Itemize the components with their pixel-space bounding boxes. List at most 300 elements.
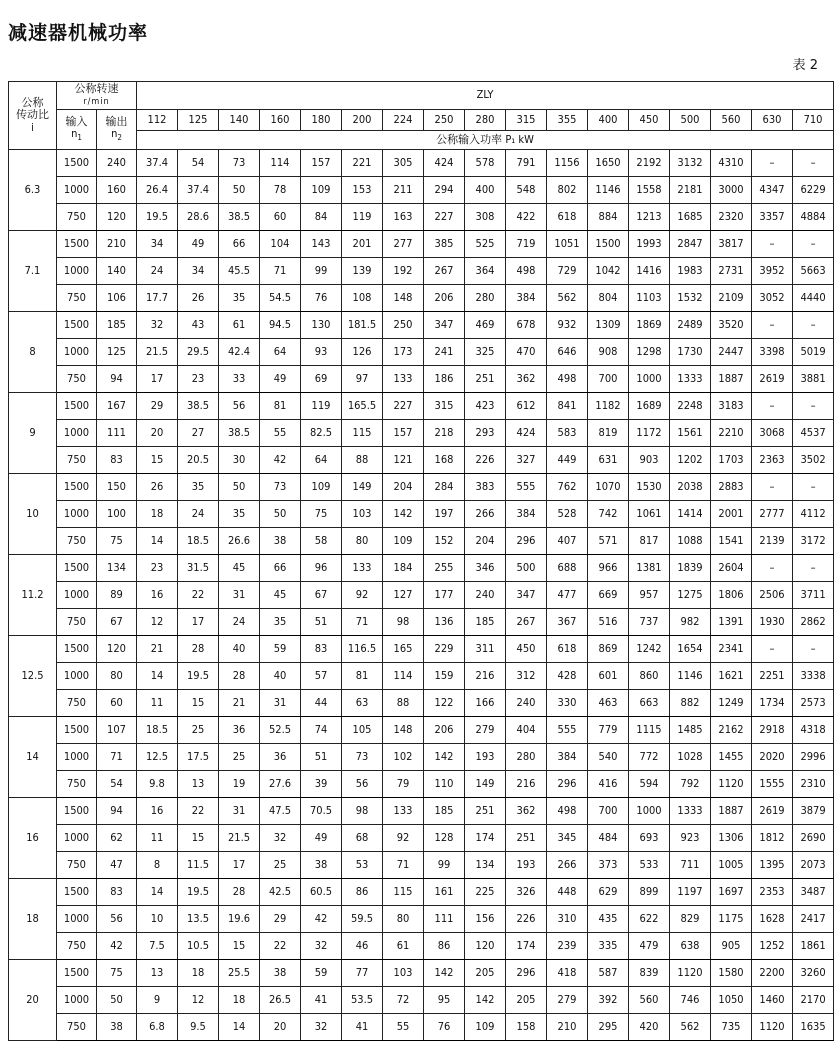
power-cell: 1685	[670, 204, 711, 231]
input-speed-cell: 1500	[57, 231, 97, 258]
output-speed-symbol: n	[111, 127, 118, 141]
input-speed-cell: 750	[57, 609, 97, 636]
power-cell: 64	[301, 447, 342, 474]
power-cell: 2353	[752, 879, 793, 906]
power-cell: 2162	[711, 717, 752, 744]
power-cell: 2619	[752, 366, 793, 393]
input-speed-symbol: n	[71, 127, 78, 141]
power-cell: 908	[588, 339, 629, 366]
input-speed-cell: 750	[57, 447, 97, 474]
power-cell: –	[752, 393, 793, 420]
power-cell: 18	[137, 501, 178, 528]
power-cell: 33	[219, 366, 260, 393]
power-cell: 1146	[588, 177, 629, 204]
power-cell: 498	[506, 258, 547, 285]
power-cell: 149	[465, 771, 506, 798]
ratio-cell: 16	[9, 798, 57, 879]
ratio-cell: 18	[9, 879, 57, 960]
power-cell: 284	[424, 474, 465, 501]
output-speed-cell: 75	[97, 528, 137, 555]
size-header-cell: 500	[670, 110, 711, 131]
power-cell: 1734	[752, 690, 793, 717]
power-cell: 40	[260, 663, 301, 690]
power-cell: 347	[424, 312, 465, 339]
power-cell: 700	[588, 366, 629, 393]
output-speed-cell: 94	[97, 798, 137, 825]
power-cell: 416	[588, 771, 629, 798]
input-speed-cell: 750	[57, 933, 97, 960]
power-cell: 2690	[793, 825, 834, 852]
power-cell: 2996	[793, 744, 834, 771]
power-cell: 53.5	[342, 987, 383, 1014]
power-cell: 16	[137, 798, 178, 825]
power-cell: 55	[383, 1014, 424, 1041]
power-cell: 229	[424, 636, 465, 663]
power-cell: 18	[178, 960, 219, 987]
input-speed-cell: 750	[57, 771, 97, 798]
power-cell: 802	[547, 177, 588, 204]
power-cell: 186	[424, 366, 465, 393]
power-cell: 1703	[711, 447, 752, 474]
power-cell: 1103	[629, 285, 670, 312]
power-cell: 12.5	[137, 744, 178, 771]
output-speed-cell: 38	[97, 1014, 137, 1041]
input-speed-cell: 1500	[57, 555, 97, 582]
power-cell: 1869	[629, 312, 670, 339]
power-cell: 59	[301, 960, 342, 987]
power-cell: 204	[383, 474, 424, 501]
power-cell: 424	[506, 420, 547, 447]
input-speed-cell: 1000	[57, 663, 97, 690]
input-speed-cell: 1500	[57, 150, 97, 177]
power-cell: 267	[506, 609, 547, 636]
power-cell: 562	[547, 285, 588, 312]
power-cell: 115	[342, 420, 383, 447]
power-cell: 587	[588, 960, 629, 987]
power-cell: 114	[260, 150, 301, 177]
power-cell: 326	[506, 879, 547, 906]
power-cell: 384	[547, 744, 588, 771]
output-speed-cell: 150	[97, 474, 137, 501]
power-cell: 35	[219, 285, 260, 312]
power-cell: 2192	[629, 150, 670, 177]
table-row	[9, 852, 834, 879]
power-cell: 2918	[752, 717, 793, 744]
input-speed-cell: 750	[57, 285, 97, 312]
power-cell: 86	[424, 933, 465, 960]
power-cell: 373	[588, 852, 629, 879]
power-cell: 19.5	[178, 663, 219, 690]
power-cell: 130	[301, 312, 342, 339]
ratio-cell: 12.5	[9, 636, 57, 717]
power-cell: 4310	[711, 150, 752, 177]
size-header-cell: 315	[506, 110, 547, 131]
output-speed-cell: 80	[97, 663, 137, 690]
power-cell: 184	[383, 555, 424, 582]
power-cell: 38	[301, 852, 342, 879]
power-cell: 38.5	[219, 420, 260, 447]
power-cell: 42.5	[260, 879, 301, 906]
power-cell: 2573	[793, 690, 834, 717]
power-cell: 2341	[711, 636, 752, 663]
power-cell: 103	[342, 501, 383, 528]
power-cell: 139	[342, 258, 383, 285]
power-cell: 1182	[588, 393, 629, 420]
size-header-cell: 355	[547, 110, 588, 131]
power-cell: 45	[219, 555, 260, 582]
size-header-cell: 250	[424, 110, 465, 131]
power-cell: 791	[506, 150, 547, 177]
power-cell: 38	[260, 960, 301, 987]
size-header-cell: 450	[629, 110, 670, 131]
power-cell: 15	[219, 933, 260, 960]
power-cell: –	[752, 150, 793, 177]
power-cell: 13	[178, 771, 219, 798]
power-cell: 792	[670, 771, 711, 798]
power-cell: 277	[383, 231, 424, 258]
power-cell: 428	[547, 663, 588, 690]
table-row	[9, 501, 834, 528]
power-cell: 3260	[793, 960, 834, 987]
power-cell: 143	[301, 231, 342, 258]
power-cell: 168	[424, 447, 465, 474]
power-cell: 346	[465, 555, 506, 582]
power-cell: 1654	[670, 636, 711, 663]
power-cell: 312	[506, 663, 547, 690]
power-cell: 1242	[629, 636, 670, 663]
power-cell: 384	[506, 501, 547, 528]
power-cell: 51	[301, 744, 342, 771]
power-cell: –	[793, 636, 834, 663]
power-cell: 470	[506, 339, 547, 366]
input-speed-cell: 750	[57, 204, 97, 231]
power-cell: 463	[588, 690, 629, 717]
power-cell: 1051	[547, 231, 588, 258]
power-cell: 1730	[670, 339, 711, 366]
power-cell: 226	[465, 447, 506, 474]
input-speed-cell: 750	[57, 690, 97, 717]
power-cell: 69	[301, 366, 342, 393]
power-cell: 50	[219, 474, 260, 501]
power-cell: 73	[342, 744, 383, 771]
power-cell: 11.5	[178, 852, 219, 879]
power-cell: 1042	[588, 258, 629, 285]
power-cell: 2073	[793, 852, 834, 879]
power-cell: 819	[588, 420, 629, 447]
power-cell: 1541	[711, 528, 752, 555]
power-cell: 104	[260, 231, 301, 258]
ratio-cell: 20	[9, 960, 57, 1041]
power-cell: 78	[260, 177, 301, 204]
power-cell: 165	[383, 636, 424, 663]
power-cell: 27.6	[260, 771, 301, 798]
power-cell: 26.5	[260, 987, 301, 1014]
power-cell: 32	[137, 312, 178, 339]
power-cell: 24	[137, 258, 178, 285]
power-cell: 22	[260, 933, 301, 960]
power-cell: 25	[260, 852, 301, 879]
power-cell: 52.5	[260, 717, 301, 744]
output-speed-cell: 140	[97, 258, 137, 285]
power-cell: 622	[629, 906, 670, 933]
power-cell: 61	[383, 933, 424, 960]
power-cell: 418	[547, 960, 588, 987]
power-cell: 3132	[670, 150, 711, 177]
power-cell: 1252	[752, 933, 793, 960]
power-cell: 841	[547, 393, 588, 420]
power-cell: 41	[301, 987, 342, 1014]
power-cell: 50	[260, 501, 301, 528]
power-cell: 47.5	[260, 798, 301, 825]
table-row	[9, 636, 834, 663]
power-cell: 19	[219, 771, 260, 798]
output-speed-cell: 107	[97, 717, 137, 744]
power-cell: 19.5	[137, 204, 178, 231]
power-cell: 134	[465, 852, 506, 879]
size-header-cell: 400	[588, 110, 629, 131]
power-cell: 1070	[588, 474, 629, 501]
power-cell: 18.5	[137, 717, 178, 744]
power-cell: 384	[506, 285, 547, 312]
power-cell: 14	[137, 879, 178, 906]
power-cell: –	[752, 312, 793, 339]
power-cell: 2170	[793, 987, 834, 1014]
power-cell: 40	[219, 636, 260, 663]
power-cell: 120	[465, 933, 506, 960]
power-cell: 2506	[752, 582, 793, 609]
output-speed-cell: 240	[97, 150, 137, 177]
power-cell: 4112	[793, 501, 834, 528]
power-cell: 166	[465, 690, 506, 717]
power-cell: 148	[383, 285, 424, 312]
power-cell: 51	[301, 609, 342, 636]
power-cell: 26	[178, 285, 219, 312]
power-cell: 477	[547, 582, 588, 609]
power-cell: 1460	[752, 987, 793, 1014]
power-cell: 3711	[793, 582, 834, 609]
power-cell: –	[793, 312, 834, 339]
power-cell: 177	[424, 582, 465, 609]
power-cell: 41	[342, 1014, 383, 1041]
power-cell: 255	[424, 555, 465, 582]
power-cell: 133	[342, 555, 383, 582]
power-cell: 3357	[752, 204, 793, 231]
power-cell: 423	[465, 393, 506, 420]
power-cell: 37.4	[137, 150, 178, 177]
power-cell: 8	[137, 852, 178, 879]
power-cell: 67	[301, 582, 342, 609]
output-speed-cell: 75	[97, 960, 137, 987]
output-speed-cell: 89	[97, 582, 137, 609]
power-cell: –	[793, 150, 834, 177]
power-cell: 1000	[629, 798, 670, 825]
power-cell: 29	[260, 906, 301, 933]
power-cell: 420	[629, 1014, 670, 1041]
output-speed-header	[97, 110, 137, 150]
power-cell: 772	[629, 744, 670, 771]
power-cell: 308	[465, 204, 506, 231]
power-cell: 227	[424, 204, 465, 231]
power-cell: 142	[383, 501, 424, 528]
power-cell: 163	[383, 204, 424, 231]
power-cell: 46	[342, 933, 383, 960]
power-cell: 2200	[752, 960, 793, 987]
power-cell: 43	[178, 312, 219, 339]
power-cell: 95	[424, 987, 465, 1014]
power-cell: 251	[506, 825, 547, 852]
output-speed-cell: 111	[97, 420, 137, 447]
input-speed-cell: 750	[57, 852, 97, 879]
power-cell: 711	[670, 852, 711, 879]
power-cell: 98	[342, 798, 383, 825]
power-cell: 6229	[793, 177, 834, 204]
power-cell: 385	[424, 231, 465, 258]
power-cell: 1028	[670, 744, 711, 771]
power-cell: 4884	[793, 204, 834, 231]
power-cell: 142	[465, 987, 506, 1014]
power-cell: 3952	[752, 258, 793, 285]
power-cell: 700	[588, 798, 629, 825]
power-cell: 571	[588, 528, 629, 555]
power-cell: 61	[219, 312, 260, 339]
power-cell: 251	[465, 798, 506, 825]
power-cell: 296	[506, 528, 547, 555]
power-cell: 899	[629, 879, 670, 906]
power-cell: 479	[629, 933, 670, 960]
power-cell: 56	[219, 393, 260, 420]
power-cell: 28	[219, 879, 260, 906]
power-cell: 58	[301, 528, 342, 555]
power-cell: 638	[670, 933, 711, 960]
power-cell: 1202	[670, 447, 711, 474]
ratio-header	[9, 82, 57, 150]
power-cell: 73	[260, 474, 301, 501]
table-row	[9, 771, 834, 798]
power-cell: 71	[383, 852, 424, 879]
power-cell: 114	[383, 663, 424, 690]
power-cell: 15	[178, 825, 219, 852]
power-cell: 205	[465, 960, 506, 987]
power-cell: 53	[342, 852, 383, 879]
power-cell: 646	[547, 339, 588, 366]
power-cell: 2883	[711, 474, 752, 501]
output-speed-cell: 120	[97, 636, 137, 663]
power-cell: 560	[629, 987, 670, 1014]
power-cell: 88	[342, 447, 383, 474]
ratio-header-line1: 公称	[21, 96, 44, 110]
input-speed-cell: 1500	[57, 312, 97, 339]
table-row	[9, 798, 834, 825]
power-cell: 94.5	[260, 312, 301, 339]
power-cell: 23	[137, 555, 178, 582]
power-cell: 330	[547, 690, 588, 717]
power-cell: 2251	[752, 663, 793, 690]
power-cell: 2181	[670, 177, 711, 204]
power-cell: 1414	[670, 501, 711, 528]
power-cell: 3520	[711, 312, 752, 339]
power-cell: 1561	[670, 420, 711, 447]
power-cell: 367	[547, 609, 588, 636]
size-header-cell: 160	[260, 110, 301, 131]
output-speed-cell: 50	[97, 987, 137, 1014]
power-cell: 148	[383, 717, 424, 744]
power-cell: 555	[547, 717, 588, 744]
input-speed-cell: 1000	[57, 825, 97, 852]
power-cell: 1115	[629, 717, 670, 744]
power-cell: 25.5	[219, 960, 260, 987]
power-cell: 1120	[752, 1014, 793, 1041]
power-cell: 982	[670, 609, 711, 636]
power-cell: 1249	[711, 690, 752, 717]
power-cell: 22	[178, 798, 219, 825]
power-cell: 14	[137, 528, 178, 555]
power-cell: 20	[137, 420, 178, 447]
power-cell: 400	[465, 177, 506, 204]
power-cell: 12	[178, 987, 219, 1014]
power-cell: 152	[424, 528, 465, 555]
output-speed-cell: 160	[97, 177, 137, 204]
power-cell: 1050	[711, 987, 752, 1014]
power-cell: 240	[506, 690, 547, 717]
power-cell: 779	[588, 717, 629, 744]
power-cell: 218	[424, 420, 465, 447]
power-cell: 3052	[752, 285, 793, 312]
power-cell: 804	[588, 285, 629, 312]
power-cell: 498	[547, 366, 588, 393]
size-header-cell: 125	[178, 110, 219, 131]
input-speed-cell: 1000	[57, 420, 97, 447]
page-title: 减速器机械功率	[8, 22, 149, 44]
power-cell: 115	[383, 879, 424, 906]
power-cell: 2020	[752, 744, 793, 771]
power-cell: 2417	[793, 906, 834, 933]
power-cell: 197	[424, 501, 465, 528]
power-cell: 35	[219, 501, 260, 528]
output-speed-sub: 2	[117, 133, 122, 143]
power-cell: 407	[547, 528, 588, 555]
power-cell: 227	[383, 393, 424, 420]
power-cell: 72	[383, 987, 424, 1014]
size-header-cell: 200	[342, 110, 383, 131]
power-cell: 74	[301, 717, 342, 744]
power-cell: 735	[711, 1014, 752, 1041]
output-speed-cell: 100	[97, 501, 137, 528]
power-cell: 305	[383, 150, 424, 177]
power-cell: 315	[424, 393, 465, 420]
power-cell: 1697	[711, 879, 752, 906]
power-cell: 97	[342, 366, 383, 393]
power-cell: 383	[465, 474, 506, 501]
power-cell: 29.5	[178, 339, 219, 366]
power-cell: 1993	[629, 231, 670, 258]
power-cell: 280	[465, 285, 506, 312]
power-cell: 133	[383, 366, 424, 393]
power-cell: 92	[342, 582, 383, 609]
power-cell: 435	[588, 906, 629, 933]
power-cell: 99	[301, 258, 342, 285]
power-cell: 96	[301, 555, 342, 582]
power-cell: 678	[506, 312, 547, 339]
table-row	[9, 987, 834, 1014]
output-speed-cell: 210	[97, 231, 137, 258]
power-cell: 1146	[670, 663, 711, 690]
power-cell: 583	[547, 420, 588, 447]
power-cell: 88	[383, 690, 424, 717]
power-cell: 1530	[629, 474, 670, 501]
power-cell: 742	[588, 501, 629, 528]
table-row	[9, 474, 834, 501]
power-cell: 15	[137, 447, 178, 474]
